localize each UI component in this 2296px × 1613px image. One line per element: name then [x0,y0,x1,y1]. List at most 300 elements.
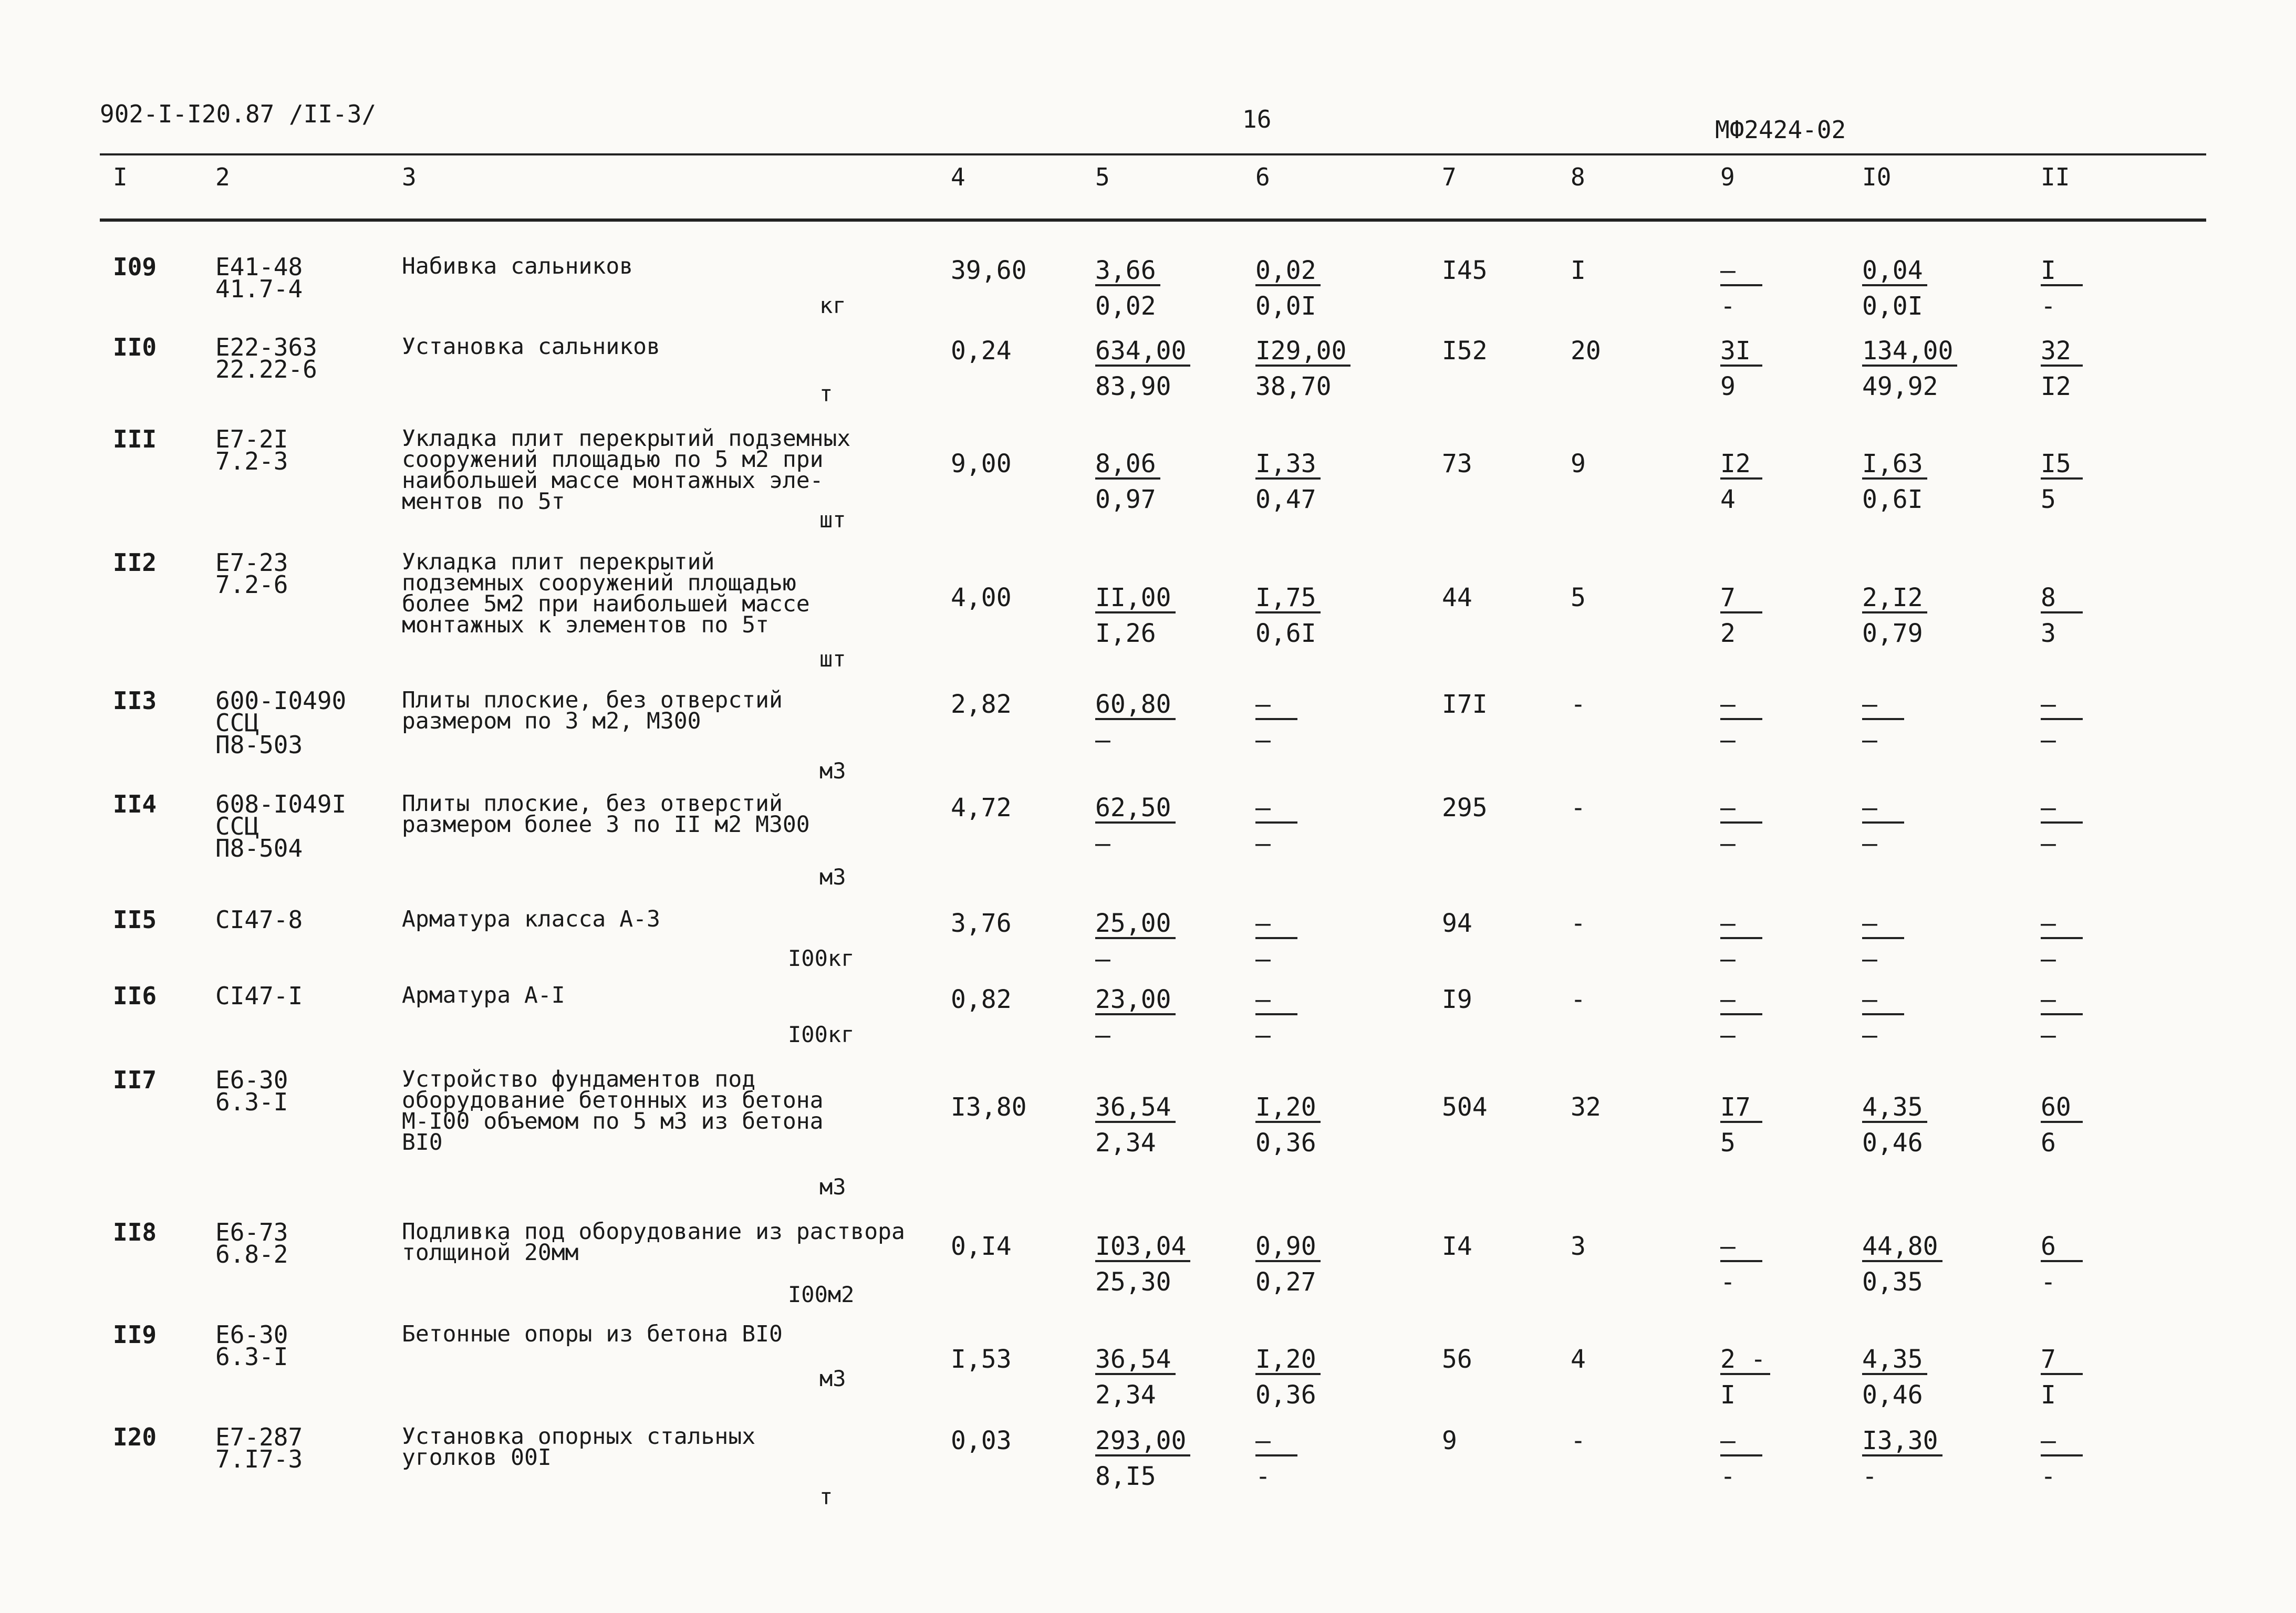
labor-unit-top: – [1862,911,1904,939]
rate-code [215,253,303,303]
unit-cost-top: 23,00 [1095,987,1176,1015]
total-wages: 4 [1571,1345,1586,1374]
rate-code [215,1218,288,1268]
total-operation-cost-bottom: – [1720,944,1736,974]
labor-total-top: – [2041,911,2083,939]
unit-operation-cost-bottom: 0,36 [1255,1128,1316,1158]
labor-total-top: I [2041,258,2083,286]
unit-operation-cost-top: – [1255,795,1297,824]
total-operation-cost [1720,256,1762,321]
labor-unit [1862,985,1904,1050]
rate-code [215,1066,288,1116]
total-operation-cost-bottom: I [1720,1380,1736,1410]
total-operation-cost-bottom: – [1720,829,1736,858]
rate-code [215,790,347,862]
measure-unit: I00кг [788,945,855,971]
total-operation-cost-top: I2 [1720,451,1762,480]
unit-cost [1095,793,1176,858]
unit-cost [1095,909,1176,974]
unit-cost [1095,1232,1190,1297]
rate-code-line: Е7-2I [215,425,288,453]
labor-total [2041,583,2083,648]
work-description [402,1066,824,1156]
unit-operation-cost-bottom: 0,0I [1255,292,1316,321]
labor-unit-bottom: 0,0I [1862,292,1923,321]
quantity: 4,72 [951,793,1012,823]
labor-unit [1862,1426,1942,1491]
total-cost: 56 [1442,1345,1472,1374]
measure-unit: кг [819,293,846,318]
labor-unit-top: 2,I2 [1862,585,1927,613]
quantity: 39,60 [951,256,1027,285]
rate-code-line: 6.3-I [215,1343,288,1371]
labor-unit-top: 4,35 [1862,1095,1927,1123]
total-wages: 20 [1571,336,1601,366]
work-description-line: Подливка под оборудование из раствора [402,1219,905,1245]
work-description-line: толщиной 20мм [402,1240,579,1266]
quantity: 3,76 [951,909,1012,938]
measure-unit: т [819,1484,833,1510]
work-description-line: М-I00 объемом по 5 м3 из бетона [402,1108,824,1135]
quantity: 0,03 [951,1426,1012,1455]
unit-operation-cost-top: – [1255,911,1297,939]
unit-operation-cost-top: 0,90 [1255,1234,1321,1262]
column-header: 3 [402,163,417,191]
labor-unit-top: – [1862,795,1904,824]
total-operation-cost-bottom: 5 [1720,1128,1736,1158]
labor-total-top: 60 [2041,1095,2083,1123]
unit-operation-cost [1255,793,1297,858]
labor-unit [1862,793,1904,858]
rate-code-line: П8-503 [215,731,303,759]
total-operation-cost-bottom: – [1720,1021,1736,1050]
total-cost: I7I [1442,690,1488,719]
unit-cost-bottom: 0,97 [1095,485,1156,514]
labor-unit-bottom: – [1862,829,1877,858]
work-description [402,982,565,1008]
labor-unit-top: 44,80 [1862,1234,1942,1262]
column-header: I [113,163,128,191]
unit-operation-cost-top: – [1255,692,1297,720]
labor-total [2041,1426,2083,1491]
labor-unit-top: – [1862,692,1904,720]
labor-unit-top: 0,04 [1862,258,1927,286]
rate-code-line: 600-I0490 [215,686,347,715]
rate-code-line: СI47-8 [215,906,303,934]
total-cost: I52 [1442,336,1488,366]
rate-code-line: Е6-30 [215,1320,288,1349]
column-header: 2 [215,163,230,191]
total-operation-cost [1720,1092,1762,1158]
labor-total-bottom: – [2041,944,2056,974]
quantity: 4,00 [951,583,1012,612]
column-header: 4 [951,163,965,191]
total-cost: 295 [1442,793,1488,823]
unit-cost [1095,256,1160,321]
unit-operation-cost-top: I29,00 [1255,338,1350,367]
rate-code-line: 22.22-6 [215,355,317,383]
unit-cost-bottom: – [1095,1021,1110,1050]
total-operation-cost [1720,909,1762,974]
unit-cost [1095,1426,1190,1491]
unit-cost-bottom: I,26 [1095,619,1156,648]
labor-total [2041,336,2083,401]
header-bottom-rule [100,218,2206,222]
total-wages: 3 [1571,1232,1586,1261]
rate-code [215,1320,288,1371]
unit-operation-cost [1255,690,1297,755]
work-description-line: размером по 3 м2, М300 [402,708,701,734]
labor-total [2041,256,2083,321]
total-operation-cost-top: 3I [1720,338,1762,367]
total-operation-cost-top: – [1720,258,1762,286]
unit-cost-top: 8,06 [1095,451,1160,480]
total-operation-cost [1720,985,1762,1050]
rate-code [215,425,288,475]
measure-unit: м3 [819,1174,846,1200]
labor-unit [1862,583,1927,648]
labor-total [2041,1232,2083,1297]
document-code: 902-I-I20.87 /II-3/ [100,100,377,128]
work-description-line: Укладка плит перекрытий [402,549,715,575]
measure-unit: м3 [819,1366,846,1391]
labor-unit-bottom: - [1862,1462,1877,1491]
unit-operation-cost-top: – [1255,987,1297,1015]
labor-total-bottom: - [2041,1462,2056,1491]
row-number: II3 [113,686,157,715]
labor-unit [1862,690,1904,755]
unit-operation-cost-top: I,20 [1255,1347,1321,1375]
unit-operation-cost [1255,256,1321,321]
labor-unit [1862,909,1904,974]
unit-operation-cost [1255,909,1297,974]
labor-total [2041,793,2083,858]
unit-cost-bottom: – [1095,725,1110,755]
total-operation-cost-bottom: - [1720,292,1736,321]
unit-cost-bottom: 2,34 [1095,1380,1156,1410]
unit-cost-bottom: 83,90 [1095,372,1171,401]
total-operation-cost-bottom: - [1720,1267,1736,1297]
unit-cost-top: 36,54 [1095,1347,1176,1375]
unit-operation-cost [1255,1092,1321,1158]
labor-total-bottom: – [2041,829,2056,858]
row-number: I20 [113,1423,157,1451]
work-description-line: наибольшей массе монтажных эле- [402,467,824,494]
work-description-line: Установка опорных стальных [402,1423,756,1450]
unit-cost-top: 25,00 [1095,911,1176,939]
unit-cost [1095,449,1160,514]
column-header: II [2041,163,2070,191]
labor-total-top: 32 [2041,338,2083,367]
work-description-line: Установка сальников [402,334,660,360]
total-operation-cost-bottom: 4 [1720,485,1736,514]
unit-cost-bottom: 2,34 [1095,1128,1156,1158]
work-description-line: ментов по 5т [402,488,565,515]
rate-code-line: Е22-363 [215,333,317,361]
labor-unit-top: I,63 [1862,451,1927,480]
unit-operation-cost-top: – [1255,1428,1297,1456]
unit-operation-cost-bottom: 38,70 [1255,372,1332,401]
total-cost: I45 [1442,256,1488,285]
total-operation-cost-bottom: – [1720,725,1736,755]
rate-code [215,1423,303,1473]
total-wages: 5 [1571,583,1586,612]
total-cost: 44 [1442,583,1472,612]
labor-total [2041,449,2083,514]
unit-cost-top: 62,50 [1095,795,1176,824]
rate-code-line: 7.2-6 [215,570,288,599]
unit-cost-top: 3,66 [1095,258,1160,286]
rate-code-line: Е7-23 [215,548,288,577]
labor-unit-bottom: – [1862,725,1877,755]
labor-total-bottom: - [2041,292,2056,321]
total-operation-cost [1720,336,1762,401]
total-wages: - [1571,985,1586,1014]
labor-total-bottom: I [2041,1380,2056,1410]
labor-unit-top: 134,00 [1862,338,1957,367]
column-header: 7 [1442,163,1457,191]
unit-operation-cost [1255,1426,1297,1491]
labor-unit-bottom: 0,35 [1862,1267,1923,1297]
labor-unit-bottom: 0,46 [1862,1128,1923,1158]
unit-cost-top: 634,00 [1095,338,1190,367]
unit-cost [1095,1345,1176,1410]
unit-operation-cost-top: I,75 [1255,585,1321,613]
unit-cost-bottom: – [1095,944,1110,974]
column-header: 9 [1720,163,1735,191]
unit-cost-bottom: 0,02 [1095,292,1156,321]
unit-operation-cost [1255,1345,1321,1410]
total-operation-cost [1720,1345,1770,1410]
labor-total-bottom: – [2041,725,2056,755]
column-header: 8 [1571,163,1585,191]
row-number: III [113,425,157,453]
total-wages: - [1571,909,1586,938]
row-number: II9 [113,1320,157,1349]
column-header: 6 [1255,163,1270,191]
labor-unit-bottom: – [1862,1021,1877,1050]
labor-unit-top: – [1862,987,1904,1015]
unit-cost-top: 293,00 [1095,1428,1190,1456]
unit-operation-cost-bottom: 0,27 [1255,1267,1316,1297]
work-description [402,1219,905,1266]
total-operation-cost-top: – [1720,795,1762,824]
labor-total [2041,690,2083,755]
labor-unit [1862,336,1957,401]
unit-operation-cost-bottom: – [1255,1021,1271,1050]
rate-code-line: ССЦ [215,709,259,737]
rate-code-line: СI47-I [215,982,303,1010]
rate-code-line: Е6-30 [215,1066,288,1094]
unit-operation-cost [1255,336,1350,401]
measure-unit: I00кг [788,1022,855,1047]
measure-unit: т [819,381,833,407]
work-description-line: Плиты плоские, без отверстий [402,687,783,713]
labor-total-bottom: – [2041,1021,2056,1050]
row-number: II0 [113,333,157,361]
unit-cost [1095,985,1176,1050]
rate-code-line: 7.2-3 [215,447,288,475]
measure-unit: м3 [819,864,846,890]
labor-total-bottom: I2 [2041,372,2071,401]
row-number: II5 [113,906,157,934]
labor-total-top: – [2041,1428,2083,1456]
total-operation-cost-top: – [1720,1428,1762,1456]
top-rule [100,153,2206,155]
unit-operation-cost-bottom: 0,47 [1255,485,1316,514]
unit-cost-top: II,00 [1095,585,1176,613]
total-operation-cost-top: I7 [1720,1095,1762,1123]
work-description-line: Арматура класса А-3 [402,906,660,932]
measure-unit: I00м2 [788,1282,855,1307]
total-operation-cost [1720,1232,1762,1297]
total-cost: 504 [1442,1092,1488,1122]
unit-cost-bottom: 8,I5 [1095,1462,1156,1491]
labor-total-bottom: - [2041,1267,2056,1297]
unit-operation-cost-bottom: 0,36 [1255,1380,1316,1410]
unit-operation-cost-bottom: – [1255,829,1271,858]
labor-unit-bottom: 0,46 [1862,1380,1923,1410]
quantity: 0,I4 [951,1232,1012,1261]
work-description-line: ВI0 [402,1129,443,1156]
work-description-line: Плиты плоские, без отверстий [402,790,783,817]
unit-cost-top: 36,54 [1095,1095,1176,1123]
labor-total-top: – [2041,795,2083,824]
total-operation-cost-top: 2 - [1720,1347,1770,1375]
quantity: I3,80 [951,1092,1027,1122]
labor-unit [1862,1345,1927,1410]
rate-code [215,982,303,1010]
work-description [402,1321,783,1347]
labor-total [2041,985,2083,1050]
total-operation-cost-bottom: - [1720,1462,1736,1491]
work-description [402,1423,756,1471]
work-description [402,425,851,515]
total-wages: 32 [1571,1092,1601,1122]
row-number: II4 [113,790,157,818]
labor-total-bottom: 6 [2041,1128,2056,1158]
page-number: 16 [1242,105,1272,133]
labor-total-bottom: 3 [2041,619,2056,648]
total-cost: 94 [1442,909,1472,938]
rate-code-line: Е7-287 [215,1423,303,1451]
unit-cost-top: I03,04 [1095,1234,1190,1262]
total-operation-cost-top: – [1720,1234,1762,1262]
labor-unit-bottom: 0,6I [1862,485,1923,514]
work-description-line: Укладка плит перекрытий подземных [402,425,851,452]
rate-code-line: 608-I049I [215,790,347,818]
unit-operation-cost-top: I,20 [1255,1095,1321,1123]
rate-code-line: 6.3-I [215,1088,288,1116]
work-description-line: Бетонные опоры из бетона ВI0 [402,1321,783,1347]
labor-total-top: – [2041,692,2083,720]
row-number: I09 [113,253,157,281]
labor-total-top: 8 [2041,585,2083,613]
work-description [402,253,633,279]
unit-cost [1095,583,1176,648]
column-header: I0 [1862,163,1892,191]
labor-total-top: 7 [2041,1347,2083,1375]
total-operation-cost-bottom: 2 [1720,619,1736,648]
work-description [402,551,810,636]
total-wages: - [1571,793,1586,823]
row-number: II7 [113,1066,157,1094]
work-description-line: более 5м2 при наибольшей массе [402,591,810,617]
total-wages: 9 [1571,449,1586,478]
unit-operation-cost-bottom: - [1255,1462,1271,1491]
total-operation-cost-top: – [1720,987,1762,1015]
labor-total [2041,1345,2083,1410]
total-cost: 9 [1442,1426,1457,1455]
work-description-line: подземных сооружений площадью [402,570,796,596]
work-description-line: уголков 00I [402,1444,552,1471]
work-description-line: сооружений площадью по 5 м2 при [402,446,824,473]
quantity: 0,82 [951,985,1012,1014]
labor-total [2041,909,2083,974]
rate-code-line: 6.8-2 [215,1240,288,1268]
total-wages: I [1571,256,1586,285]
total-cost: I9 [1442,985,1472,1014]
total-operation-cost [1720,449,1762,514]
labor-total [2041,1092,2083,1158]
labor-unit [1862,449,1927,514]
rate-code-line: 41.7-4 [215,275,303,303]
unit-operation-cost [1255,985,1297,1050]
sheet-code: МФ2424-02 [1715,116,1846,144]
labor-total-bottom: 5 [2041,485,2056,514]
work-description [402,906,660,932]
rate-code [215,906,303,934]
quantity: 9,00 [951,449,1012,478]
unit-cost [1095,1092,1176,1158]
total-wages: - [1571,690,1586,719]
measure-unit: шт [819,646,846,672]
unit-operation-cost [1255,1232,1321,1297]
unit-operation-cost-bottom: 0,6I [1255,619,1316,648]
unit-operation-cost [1255,583,1321,648]
work-description-line: Арматура А-I [402,982,565,1008]
labor-unit [1862,1092,1927,1158]
total-operation-cost [1720,793,1762,858]
total-operation-cost [1720,583,1762,648]
work-description [402,334,660,360]
unit-operation-cost-bottom: – [1255,944,1271,974]
total-operation-cost-top: – [1720,692,1762,720]
row-number: II2 [113,548,157,577]
unit-operation-cost [1255,449,1321,514]
unit-operation-cost-top: I,33 [1255,451,1321,480]
labor-total-top: 6 [2041,1234,2083,1262]
unit-cost [1095,690,1176,755]
unit-cost-bottom: 25,30 [1095,1267,1171,1297]
total-operation-cost [1720,690,1762,755]
total-operation-cost-top: – [1720,911,1762,939]
total-cost: I4 [1442,1232,1472,1261]
work-description-line: размером более 3 по II м2 М300 [402,811,810,838]
quantity: 0,24 [951,336,1012,366]
rate-code [215,686,347,759]
unit-cost-top: 60,80 [1095,692,1176,720]
rate-code-line: ССЦ [215,812,259,840]
labor-unit [1862,256,1927,321]
quantity: I,53 [951,1345,1012,1374]
labor-unit-bottom: 49,92 [1862,372,1938,401]
labor-total-top: – [2041,987,2083,1015]
total-cost: 73 [1442,449,1472,478]
work-description-line: монтажных к элементов по 5т [402,612,769,638]
total-wages: - [1571,1426,1586,1455]
rate-code-line: Е41-48 [215,253,303,281]
